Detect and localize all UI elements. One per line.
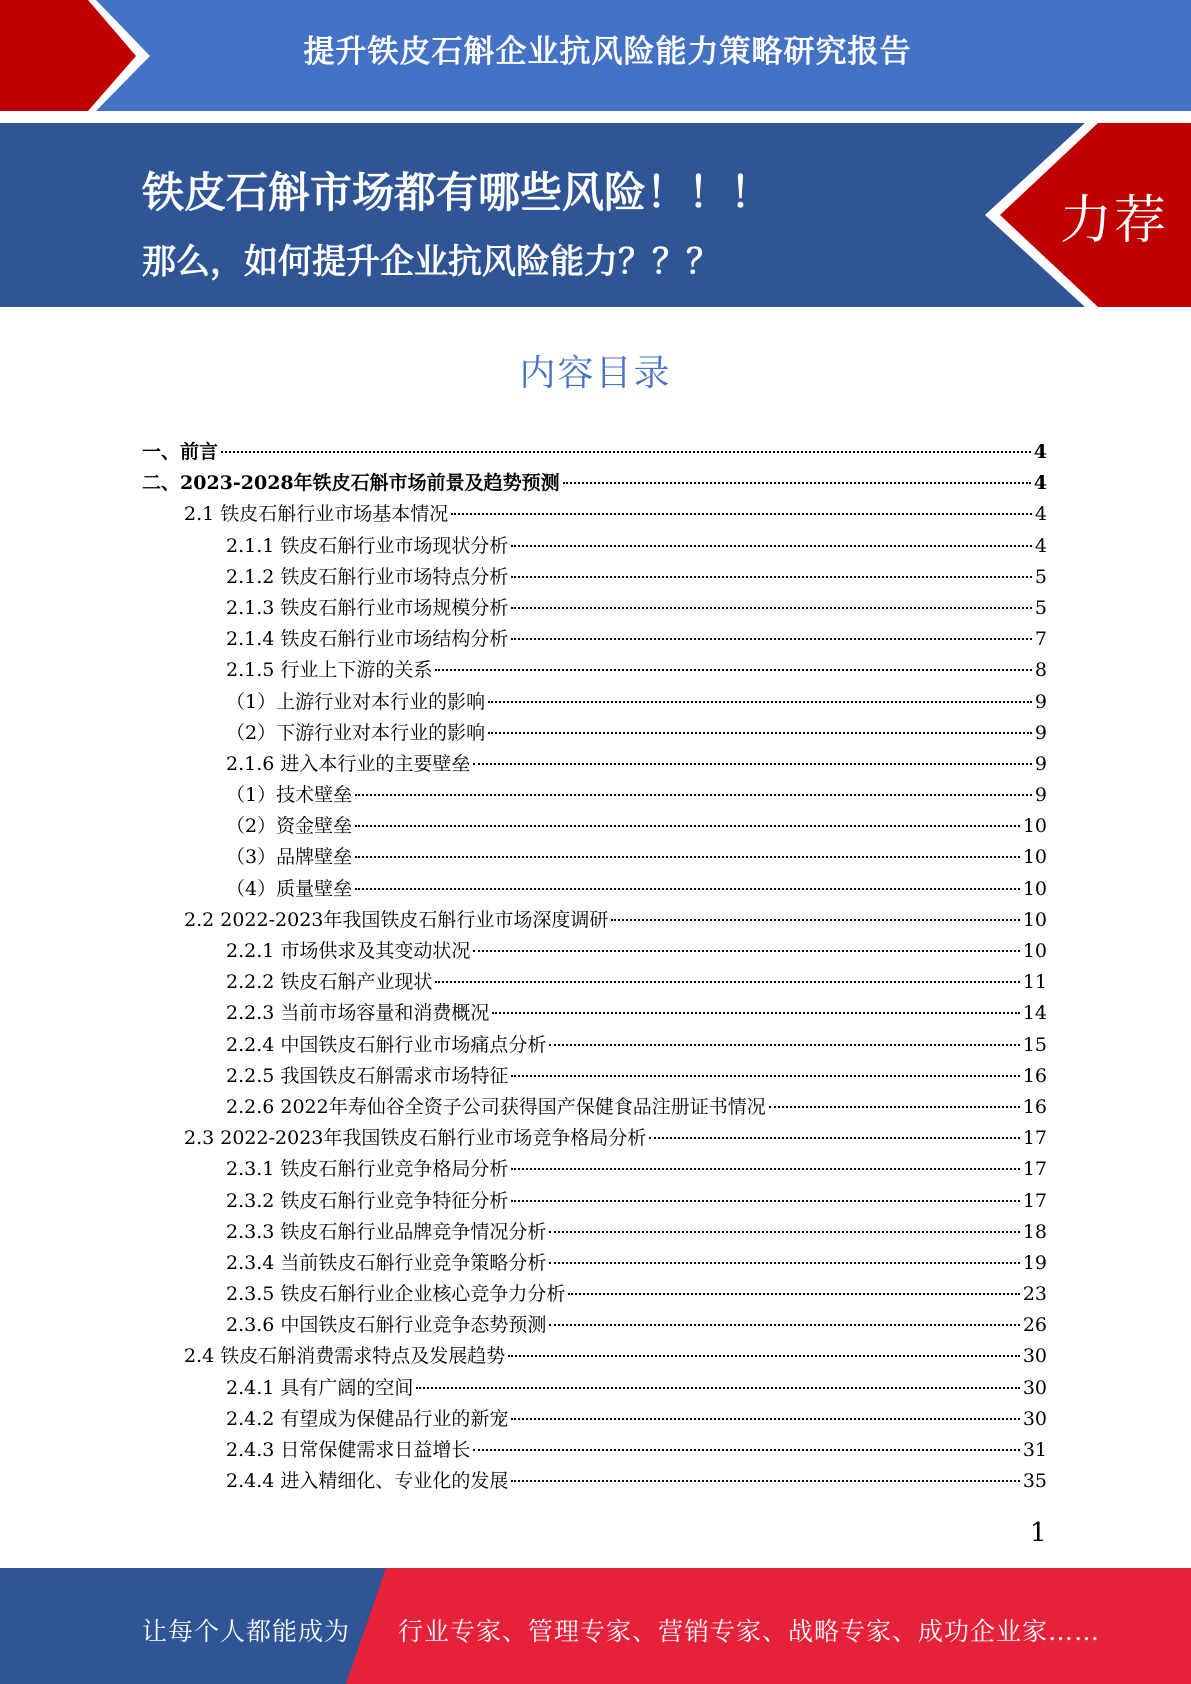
toc-dot-leader [511,1418,1019,1420]
toc-dot-leader [488,701,1032,703]
toc-entry-label: （2）下游行业对本行业的影响 [226,721,486,744]
toc-entry-page: 4 [1033,441,1047,463]
toc-dot-leader [355,888,1020,890]
toc-entry-label: 2.4.1 具有广阔的空间 [226,1376,414,1399]
toc-entry-page: 10 [1022,908,1047,931]
hero-subheadline: 那么，如何提升企业抗风险能力？？？ [142,242,720,282]
toc-entry[interactable] [142,1061,1047,1092]
toc-dot-leader [473,950,1019,952]
toc-entry-label: 2.4.4 进入精细化、专业化的发展 [226,1470,509,1493]
toc-entry-label: 2.1.2 铁皮石斛行业市场特点分析 [226,565,509,588]
toc-entry-label: 2.2 2022-2023年我国铁皮石斛行业市场深度调研 [184,908,609,931]
toc-entry-page: 10 [1022,815,1047,838]
toc-entry-page: 10 [1022,846,1047,869]
toc-entry-page: 31 [1022,1439,1047,1461]
toc-entry-label: 2.3.5 铁皮石斛行业企业核心竞争力分析 [226,1283,566,1306]
toc-dot-leader [549,1324,1019,1326]
toc-entry-label: 二、2023-2028年铁皮石斛市场前景及趋势预测 [142,472,560,495]
toc-dot-leader [473,763,1032,765]
toc-entry-label: 2.1.6 进入本行业的主要壁垒 [226,752,471,775]
toc-dot-leader [511,576,1032,578]
toc-entry[interactable] [142,1373,1047,1404]
toc-entry[interactable] [142,1186,1047,1217]
toc-entry-page: 9 [1034,784,1047,807]
toc-entry[interactable] [142,687,1047,718]
toc-entry-label: （2）资金壁垒 [226,815,353,838]
toc-entry[interactable] [142,905,1047,936]
footer-slogan-left: 让每个人都能成为 [142,1617,351,1646]
toc-dot-leader [511,545,1032,547]
toc-entry[interactable] [142,1030,1047,1061]
toc-dot-leader [511,638,1032,640]
toc-entry[interactable] [142,1341,1047,1372]
toc-entry[interactable] [142,1123,1047,1154]
toc-dot-leader [511,1168,1019,1170]
toc-dot-leader [649,1137,1019,1139]
page-number: 1 [1030,1518,1047,1548]
toc-dot-leader [769,1106,1020,1108]
toc-entry[interactable] [142,749,1047,780]
toc-dot-leader [221,451,1031,453]
toc-dot-leader [355,794,1032,796]
toc-entry-label: 2.1 铁皮石斛行业市场基本情况 [184,503,449,526]
toc-entry-label: 2.3.2 铁皮石斛行业竞争特征分析 [226,1189,509,1212]
toc-entry-page: 19 [1022,1251,1047,1274]
toc-dot-leader [611,919,1019,921]
toc-dot-leader [435,669,1032,671]
toc-entry[interactable] [142,531,1047,562]
toc-entry-page: 5 [1034,565,1047,588]
toc-entry[interactable] [142,1248,1047,1279]
toc-entry[interactable] [142,437,1047,468]
toc-entry[interactable] [142,1310,1047,1341]
toc-entry-label: 2.2.1 市场供求及其变动状况 [226,940,471,962]
toc-entry-page: 14 [1022,1002,1047,1025]
toc-heading: 内容目录 [519,353,672,394]
toc-dot-leader [563,482,1031,484]
toc-entry-page: 4 [1033,472,1047,495]
toc-dot-leader [549,1231,1019,1233]
toc-dot-leader [511,1480,1019,1482]
toc-dot-leader [416,1387,1019,1389]
toc-entry-label: （1）上游行业对本行业的影响 [226,690,486,713]
toc-entry-page: 30 [1022,1345,1047,1368]
toc-entry-page: 18 [1022,1220,1047,1243]
toc-entry[interactable] [142,780,1047,811]
toc-dot-leader [492,1012,1019,1014]
toc-entry-page: 4 [1034,503,1047,526]
toc-entry[interactable] [142,562,1047,593]
toc-entry[interactable] [142,1092,1047,1123]
toc-entry[interactable] [142,967,1047,998]
toc-entry-page: 9 [1034,752,1047,775]
toc-entry[interactable] [142,1404,1047,1435]
toc-entry-page: 15 [1022,1033,1047,1056]
toc-entry-page: 17 [1022,1158,1047,1181]
toc-entry-label: 2.3.4 当前铁皮石斛行业竞争策略分析 [226,1251,547,1274]
toc-entry-label: 2.4.3 日常保健需求日益增长 [226,1439,471,1461]
recommend-badge: 力荐 [1060,191,1169,251]
toc-entry-label: 一、前言 [142,441,219,463]
toc-entry-label: （1）技术壁垒 [226,784,353,807]
toc-entry-page: 17 [1022,1127,1047,1150]
toc-dot-leader [435,981,1019,983]
toc-entry[interactable] [142,655,1047,686]
toc-entry-label: 2.4.2 有望成为保健品行业的新宠 [226,1407,509,1430]
toc-entry[interactable] [142,624,1047,655]
toc-entry-page: 26 [1022,1314,1047,1337]
toc-entry-label: 2.1.5 行业上下游的关系 [226,659,433,682]
toc-dot-leader [511,1200,1019,1202]
toc-entry-page: 4 [1034,534,1047,557]
toc-entry-page: 10 [1022,877,1047,900]
toc-entry-page: 9 [1034,721,1047,744]
toc-entry-page: 5 [1034,596,1047,619]
toc-entry[interactable] [142,1435,1047,1466]
toc-entry-label: 2.2.6 2022年寿仙谷全资子公司获得国产保健食品注册证书情况 [226,1095,766,1118]
toc-entry-label: 2.1.1 铁皮石斛行业市场现状分析 [226,534,509,557]
toc-entry-label: 2.1.4 铁皮石斛行业市场结构分析 [226,628,509,651]
toc-entry-label: 2.2.3 当前市场容量和消费概况 [226,1002,490,1025]
toc-entry-page: 8 [1034,659,1047,682]
toc-entry-page: 7 [1034,628,1047,651]
toc-entry-label: 2.2.2 铁皮石斛产业现状 [226,971,433,994]
toc-dot-leader [355,825,1020,827]
toc-entry[interactable] [142,593,1047,624]
toc-entry[interactable] [142,874,1047,905]
toc-entry-label: 2.2.5 我国铁皮石斛需求市场特征 [226,1064,509,1087]
toc-entry-page: 10 [1022,940,1047,962]
toc-dot-leader [355,856,1020,858]
toc-dot-leader [488,732,1032,734]
toc-entry-label: 2.3.3 铁皮石斛行业品牌竞争情况分析 [226,1220,547,1243]
toc-entry[interactable] [142,499,1047,530]
toc-entry[interactable] [142,1279,1047,1310]
toc-dot-leader [508,1355,1020,1357]
toc-entry[interactable] [142,842,1047,873]
toc-entry-page: 17 [1022,1189,1047,1212]
toc-entry-page: 35 [1022,1470,1047,1493]
toc-entry[interactable] [142,718,1047,749]
toc-entry-label: 2.3 2022-2023年我国铁皮石斛行业市场竞争格局分析 [184,1127,647,1150]
toc-dot-leader [549,1262,1019,1264]
toc-entry-label: （3）品牌壁垒 [226,846,353,869]
toc-entry-label: 2.1.3 铁皮石斛行业市场规模分析 [226,596,509,619]
toc-entry[interactable] [142,998,1047,1029]
toc-entry-page: 11 [1022,971,1047,994]
toc-entry[interactable] [142,936,1047,967]
toc-entry[interactable] [142,1466,1047,1497]
toc-entry-label: 2.3.6 中国铁皮石斛行业竞争态势预测 [226,1314,547,1337]
toc-entry-page: 23 [1022,1283,1047,1306]
footer-slogan-right: 行业专家、管理专家、营销专家、战略专家、成功企业家…… [398,1617,1101,1646]
toc-entry[interactable] [142,811,1047,842]
toc-entry-label: 2.2.4 中国铁皮石斛行业市场痛点分析 [226,1033,547,1056]
toc-dot-leader [511,1075,1019,1077]
toc-entry-page: 16 [1022,1064,1047,1087]
toc-dot-leader [473,1449,1019,1451]
toc-entry-label: 2.3.1 铁皮石斛行业竞争格局分析 [226,1158,509,1181]
toc-entry[interactable] [142,1217,1047,1248]
report-title: 提升铁皮石斛企业抗风险能力策略研究报告 [303,34,912,70]
toc-dot-leader [549,1044,1019,1046]
toc-entry-page: 30 [1022,1407,1047,1430]
hero-headline: 铁皮石斛市场都有哪些风险！！！ [142,168,773,217]
toc-entry-page: 16 [1022,1095,1047,1118]
toc-dot-leader [451,513,1032,515]
toc-entry-label: 2.4 铁皮石斛消费需求特点及发展趋势 [184,1345,506,1368]
toc-entry-label: （4）质量壁垒 [226,877,353,900]
toc-entry[interactable] [142,1154,1047,1185]
toc-entry-page: 30 [1022,1376,1047,1399]
toc-entry[interactable] [142,468,1047,499]
table-of-contents [142,437,1047,1497]
toc-entry-page: 9 [1034,690,1047,713]
toc-dot-leader [568,1293,1019,1295]
toc-dot-leader [511,607,1032,609]
